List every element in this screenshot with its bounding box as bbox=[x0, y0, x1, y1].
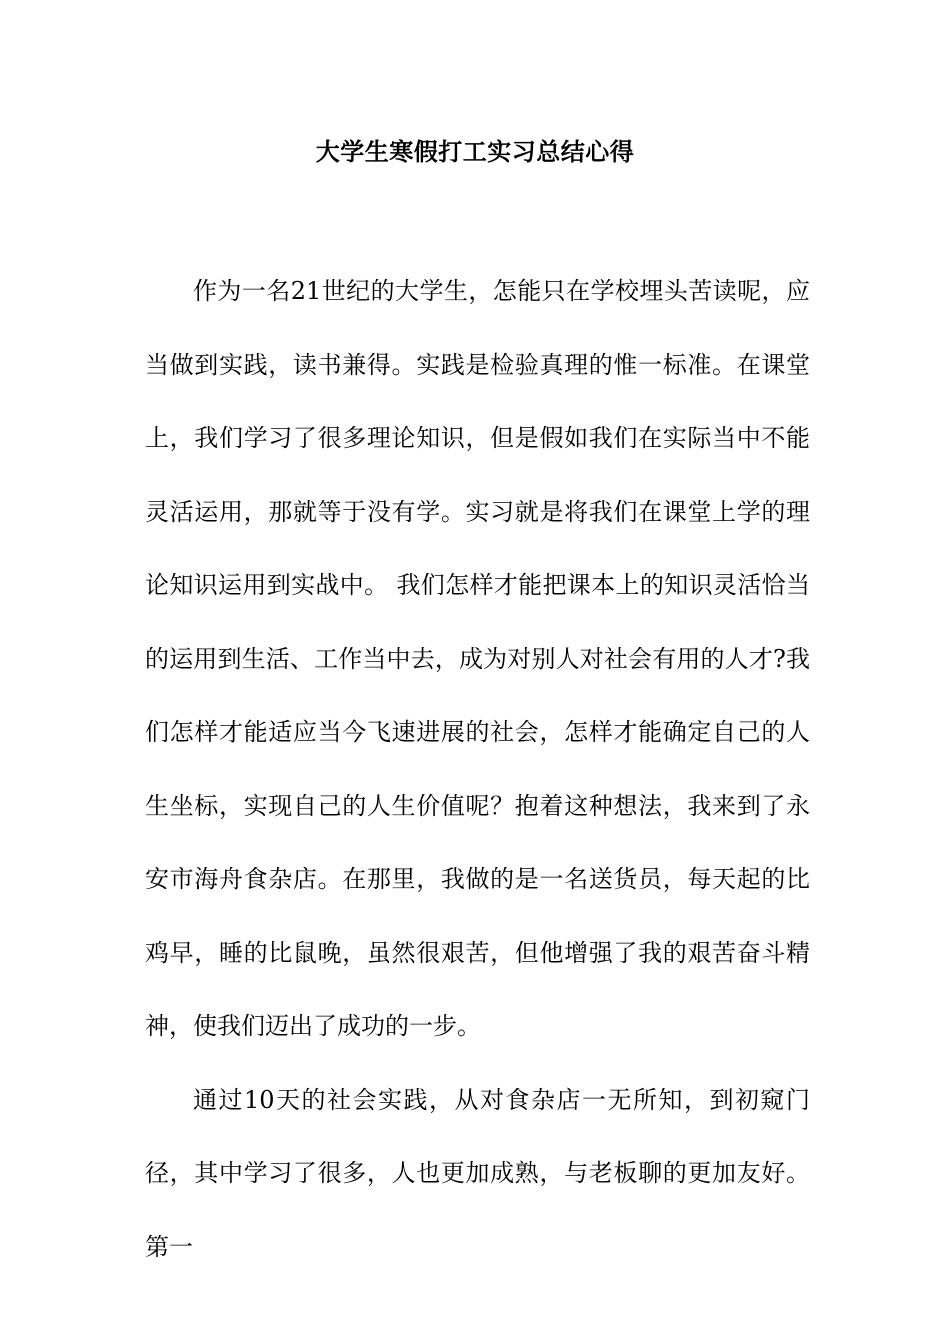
paragraph-1: 作为一名21世纪的大学生，怎能只在学校埋头苦读呢，应当做到实践，读书兼得。实践是检验真理的惟一标准。在课堂上，我们学习了很多理论知识，但是假如我们在实际当中不能灵活运用，那就等于没有学。实习就是将我们在课堂上学的理论知识运用到实战中。 我们怎样才能把课本上的知识灵活恰当的运用到生活、工作当中去，成为对别人对社会有用的人才?我们怎样才能适应当今飞速进展的社会，怎样才能确定自己的人生坐标，实现自己的人生价值呢？抱着这种想法，我来到了永安市海舟食杂店。在那里，我做的是一名送货员，每天起的比鸡早，睡的比鼠晚，虽然很艰苦，但他增强了我的艰苦奋斗精神，使我们迈出了成功的一步。 bbox=[145, 277, 810, 1040]
paragraph-2: 通过10天的社会实践，从对食杂店一无所知，到初窥门径，其中学习了很多，人也更加成熟，与老板聊的更加友好。第一 bbox=[145, 1085, 810, 1261]
document-title: 大学生寒假打工实习总结心得 bbox=[315, 137, 635, 166]
document-body bbox=[145, 255, 810, 1284]
